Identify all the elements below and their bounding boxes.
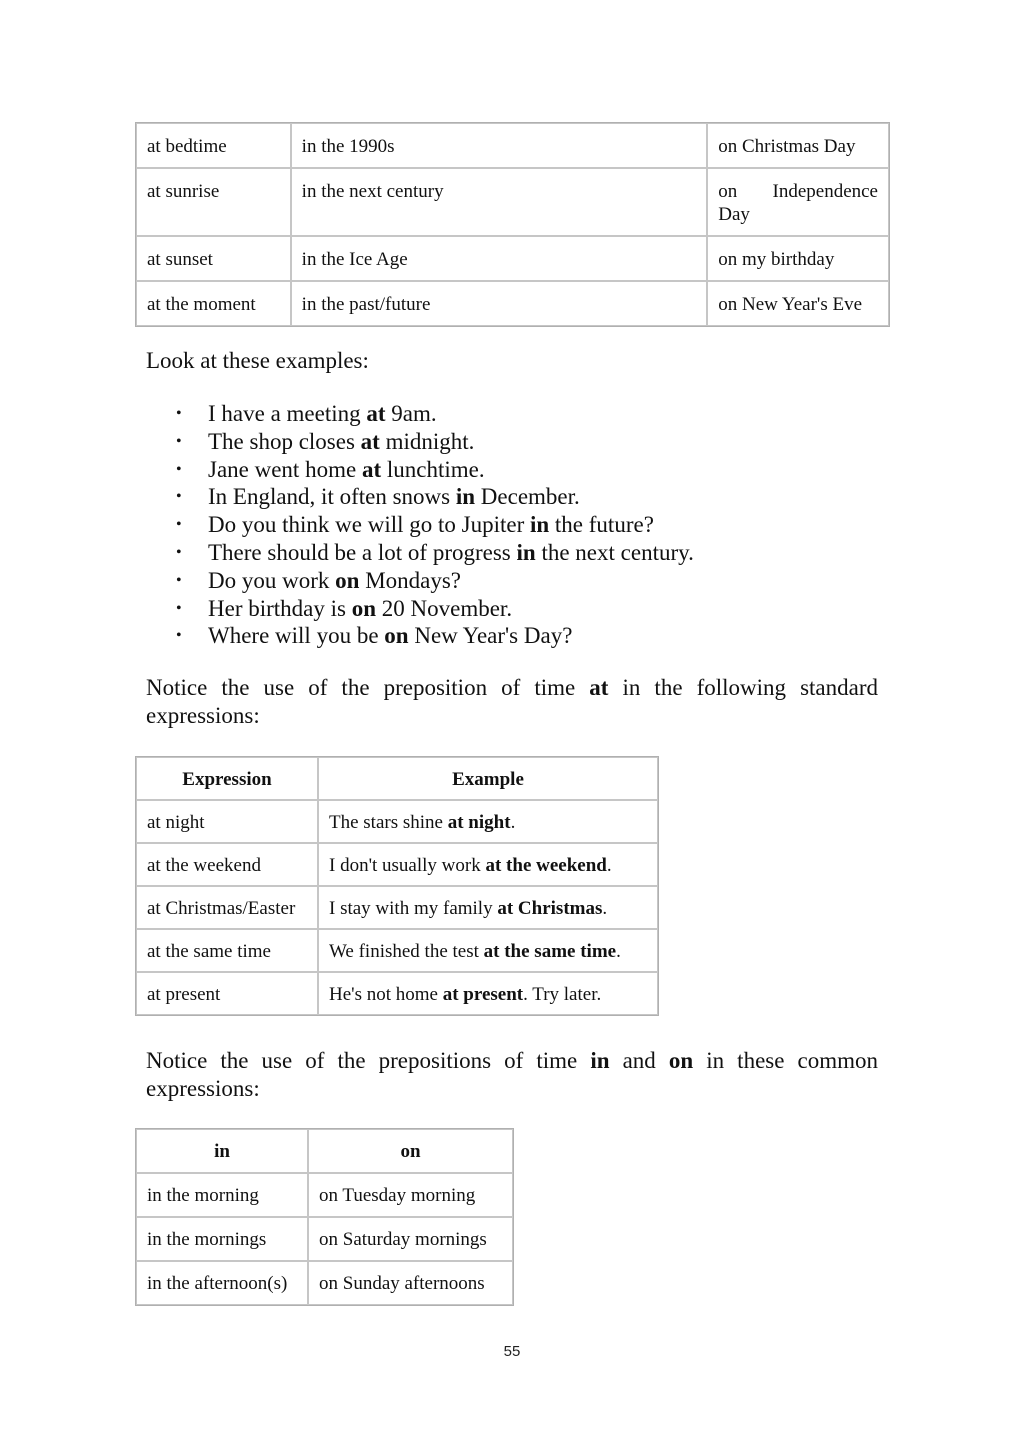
table-cell: at Christmas/Easter: [136, 886, 318, 929]
table-row: [136, 1261, 513, 1305]
table-cell: at the moment: [136, 281, 291, 326]
table-cell: I stay with my family at Christmas.: [318, 886, 658, 929]
list-item: • In England, it often snows in December.: [146, 483, 694, 511]
table-cell: at bedtime: [136, 123, 291, 168]
examples-intro: Look at these examples:: [146, 348, 369, 373]
table-row: [136, 1217, 513, 1261]
table-cell: in the afternoon(s): [136, 1261, 308, 1305]
at-expressions-table: [135, 756, 659, 1016]
table-cell: at sunset: [136, 236, 291, 281]
table-row: [136, 1173, 513, 1217]
notice-at-paragraph: Notice the use of the preposition of time at in the following standard expressions:: [146, 675, 878, 728]
table-cell: in the mornings: [136, 1217, 308, 1261]
list-item: • Do you think we will go to Jupiter in the future?: [146, 511, 694, 539]
table-cell: on Tuesday morning: [308, 1173, 513, 1217]
examples-list: [146, 400, 694, 650]
table-cell: at the same time: [136, 929, 318, 972]
table-cell: on Independence Day: [707, 168, 889, 236]
table-header-row: [136, 757, 658, 800]
table-cell: on Christmas Day: [707, 123, 889, 168]
table-cell: in the morning: [136, 1173, 308, 1217]
table-row: [136, 123, 889, 168]
list-item: • Jane went home at lunchtime.: [146, 456, 694, 484]
column-header: Example: [318, 757, 658, 800]
table-cell: on Sunday afternoons: [308, 1261, 513, 1305]
table-cell: on my birthday: [707, 236, 889, 281]
table-cell: on Saturday mornings: [308, 1217, 513, 1261]
table-row: [136, 800, 658, 843]
in-on-expressions-table: [135, 1128, 514, 1306]
table-cell: I don't usually work at the weekend.: [318, 843, 658, 886]
table-cell: at sunrise: [136, 168, 291, 236]
table-cell: in the 1990s: [291, 123, 708, 168]
table-cell: He's not home at present. Try later.: [318, 972, 658, 1015]
table-row: [136, 972, 658, 1015]
table-cell: at the weekend: [136, 843, 318, 886]
list-item: • Do you work on Mondays?: [146, 567, 694, 595]
table-cell: in the past/future: [291, 281, 708, 326]
column-header: in: [136, 1129, 308, 1173]
table-row: [136, 886, 658, 929]
table-row: [136, 929, 658, 972]
table-cell: in the next century: [291, 168, 708, 236]
notice-in-on-paragraph: Notice the use of the prepositions of time in and on in these common expressions:: [146, 1048, 878, 1101]
list-item: • There should be a lot of progress in the next century.: [146, 539, 694, 567]
list-item: • The shop closes at midnight.: [146, 428, 694, 456]
list-item: • Where will you be on New Year's Day?: [146, 622, 694, 650]
table-cell: on New Year's Eve: [707, 281, 889, 326]
table-header-row: [136, 1129, 513, 1173]
list-item: • Her birthday is on 20 November.: [146, 595, 694, 623]
page-number: 55: [503, 1343, 521, 1360]
table-row: [136, 843, 658, 886]
table-cell: at night: [136, 800, 318, 843]
table-cell: at present: [136, 972, 318, 1015]
list-item: • I have a meeting at 9am.: [146, 400, 694, 428]
time-expressions-table: [135, 122, 890, 327]
table-row: [136, 281, 889, 326]
table-row: [136, 236, 889, 281]
table-cell: We finished the test at the same time.: [318, 929, 658, 972]
table-cell: The stars shine at night.: [318, 800, 658, 843]
column-header: Expression: [136, 757, 318, 800]
column-header: on: [308, 1129, 513, 1173]
table-cell: in the Ice Age: [291, 236, 708, 281]
table-row: [136, 168, 889, 236]
